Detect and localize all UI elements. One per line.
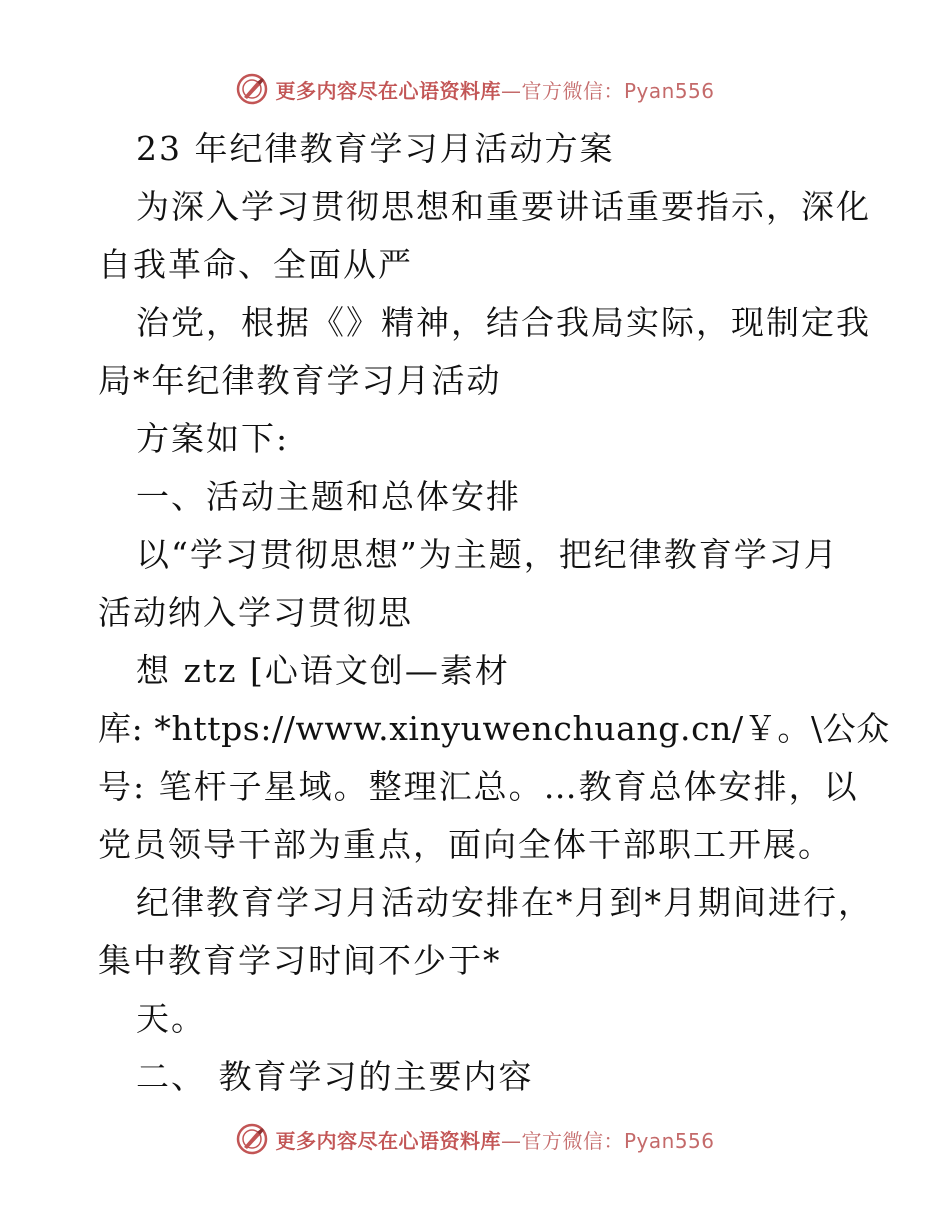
paragraph-line: 活动纳入学习贯彻思: [98, 593, 413, 632]
watermark-banner-top: [0, 72, 950, 106]
paragraph-line: 纪律教育学习月活动安排在*月到*月期间进行，: [136, 883, 873, 922]
watermark-text: 更多内容尽在心语资料库—官方微信：Pyan556: [275, 78, 715, 103]
pen-logo-icon: [235, 72, 269, 106]
paragraph-line: 为深入学习贯彻思想和重要讲话重要指示，深化: [136, 187, 871, 226]
paragraph-line: 天。: [136, 999, 206, 1038]
paragraph-line: 库: *https://www.xinyuwenchuang.cn/￥。\公众: [98, 709, 890, 748]
paragraph-line: 号: 笔杆子星域。整理汇总。…教育总体安排，以: [98, 767, 859, 806]
paragraph-line: 想 ztz [心语文创—素材: [136, 651, 510, 690]
watermark-banner-bottom: [0, 1122, 950, 1156]
paragraph-line: 集中教育学习时间不少于*: [98, 941, 502, 980]
paragraph-line: 党员领导干部为重点，面向全体干部职工开展。: [98, 825, 833, 864]
paragraph-line: 治党，根据《》精神，结合我局实际，现制定我: [136, 303, 871, 342]
paragraph-line: 自我革命、全面从严: [98, 245, 413, 284]
paragraph-line: 局*年纪律教育学习月活动: [98, 361, 502, 400]
section-heading: 一、活动主题和总体安排: [136, 477, 521, 516]
paragraph-line: 以“学习贯彻思想”为主题，把纪律教育学习月: [136, 535, 839, 574]
paragraph-line: 方案如下:: [136, 419, 290, 458]
section-heading: 二、 教育学习的主要内容: [136, 1057, 534, 1096]
document-body: [98, 120, 890, 1106]
pen-logo-icon: [235, 1122, 269, 1156]
watermark-text: 更多内容尽在心语资料库—官方微信：Pyan556: [275, 1128, 715, 1153]
document-title: 23 年纪律教育学习月活动方案: [136, 129, 615, 168]
